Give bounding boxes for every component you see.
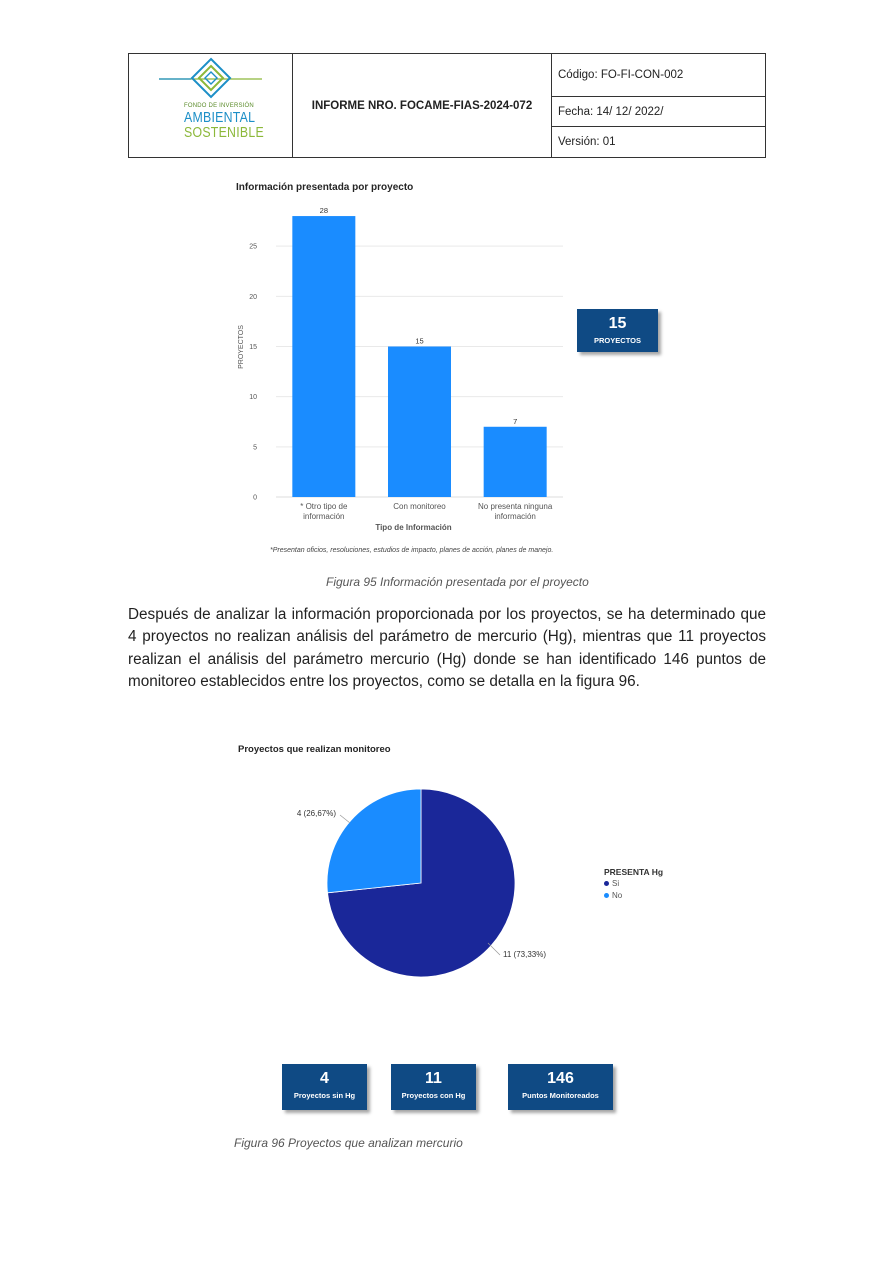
logo-text-line1: FONDO DE INVERSIÓN [184, 103, 254, 109]
version-field: Versión: 01 [552, 127, 766, 158]
pie-chart-title: Proyectos que realizan monitoreo [238, 744, 391, 755]
kpi-sin-hg-value: 4 [320, 1070, 329, 1087]
pie-chart [280, 775, 580, 990]
bar-chart-note: *Presentan oficios, resoluciones, estudios de impacto, planes de acción, planes de manejo. [270, 547, 554, 554]
bar [388, 347, 451, 498]
y-tick-label: 5 [253, 444, 257, 452]
kpi-con-hg-value: 11 [425, 1070, 442, 1087]
kpi-puntos-value: 146 [547, 1070, 574, 1087]
kpi-sin-hg-label: Proyectos sin Hg [293, 1091, 356, 1100]
kpi-puntos [508, 1064, 613, 1110]
bar [484, 427, 547, 497]
bar [292, 216, 355, 497]
codigo-field: Código: FO-FI-CON-002 [552, 54, 766, 97]
x-tick-label: información [494, 512, 536, 521]
y-axis-label: PROYECTOS [238, 325, 245, 369]
kpi-proyectos-value: 15 [608, 315, 627, 332]
pie-legend-title: PRESENTA Hg [604, 867, 664, 877]
bar-value-label: 15 [415, 336, 424, 346]
y-tick-label: 10 [249, 394, 257, 402]
pie-leader-line [340, 815, 350, 823]
kpi-proyectos-label: PROYECTOS [594, 336, 641, 345]
bar-value-label: 7 [513, 416, 518, 426]
pie-legend-item-no [604, 891, 622, 900]
logo-text-line3: SOSTENIBLE [184, 125, 264, 141]
legend-dot-si [604, 881, 609, 886]
bar-value-label: 28 [319, 206, 329, 216]
logo-cell [129, 54, 293, 158]
legend-label-si: Si [612, 879, 620, 888]
document-header [128, 53, 766, 158]
x-tick-label: Con monitoreo [393, 502, 446, 511]
pie-slice-no [327, 789, 421, 893]
figure95-caption: Figura 95 Información presentada por el proyecto [326, 575, 589, 589]
pie-legend-item-si [604, 879, 619, 888]
y-tick-label: 15 [249, 344, 257, 351]
legend-label-no: No [612, 891, 623, 900]
bar-chart [228, 196, 573, 536]
pie-leader-line [488, 943, 500, 955]
figure96-caption: Figura 96 Proyectos que analizan mercurio [234, 1136, 463, 1150]
body-paragraph: Después de analizar la información proporcionada por los proyectos, se ha determinado que 4 proyectos no realizan análisis del parámetro de mercurio (Hg), mientras que 11 proyectos realizan el análisis del parámetro mercurio (Hg) donde se han identificado 146 puntos de monitoreo establecidos entre los proyectos, como se detalla en la figura 96. [128, 606, 766, 691]
y-tick-label: 25 [249, 243, 257, 251]
report-title: INFORME NRO. FOCAME-FIAS-2024-072 [293, 54, 552, 158]
kpi-sin-hg [282, 1064, 367, 1110]
pie-slice-label: 4 (26,67%) [296, 809, 336, 818]
pie-slice-label: 11 (73,33%) [503, 950, 546, 959]
kpi-con-hg [391, 1064, 476, 1110]
x-tick-label: información [303, 512, 345, 521]
legend-dot-no [604, 893, 609, 898]
y-tick-label: 0 [253, 494, 257, 502]
kpi-con-hg-label: Proyectos con Hg [401, 1091, 466, 1100]
kpi-puntos-label: Puntos Monitoreados [522, 1091, 599, 1100]
logo-text-line2: AMBIENTAL [184, 110, 256, 126]
x-tick-label: * Otro tipo de [300, 502, 348, 511]
bar-chart-title: Información presentada por proyecto [236, 182, 414, 193]
fecha-field: Fecha: 14/ 12/ 2022/ [552, 97, 766, 127]
kpi-proyectos [577, 309, 658, 352]
x-tick-label: No presenta ninguna [478, 502, 553, 511]
x-axis-label: Tipo de Información [375, 523, 452, 532]
y-tick-label: 20 [249, 293, 257, 301]
